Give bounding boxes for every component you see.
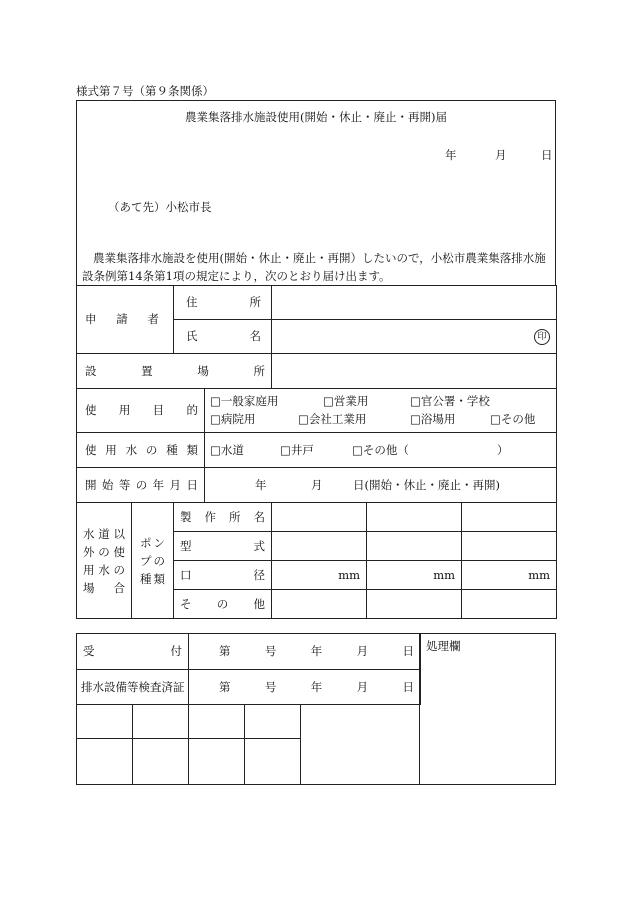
inspection-year: 年 (310, 679, 323, 694)
model-field-3[interactable] (462, 532, 557, 561)
bore-field-3[interactable] (462, 561, 557, 590)
approval-cell-3b[interactable] (189, 739, 245, 785)
other-label-cell: そ の 他 (174, 590, 272, 619)
water-type-label-cell: 使 用 水 の 種 類 (77, 433, 205, 468)
start-date-day-suffix: 日(開始・休止・廃止・再開) (353, 478, 500, 492)
inspection-no: 第 (219, 679, 231, 694)
applicant-label-cell: 申 請 者 (77, 286, 174, 354)
approval-cell-3a[interactable] (189, 705, 245, 739)
install-location-field[interactable] (272, 354, 557, 389)
date-month: 月 (495, 148, 507, 162)
application-table (76, 285, 557, 619)
bore-unit-1: mm (338, 567, 360, 582)
manufacturer-field-2[interactable] (367, 503, 462, 532)
inspection-go: 号 (264, 679, 277, 694)
other-field-3[interactable] (462, 590, 557, 619)
purpose-hospital-checkbox[interactable]: □病院用 (210, 411, 256, 426)
other-field-2[interactable] (367, 590, 462, 619)
body-text-line-2: 設条例第14条第1項の規定により，次のとおり届け出ます。 (82, 269, 391, 283)
form-header-box (76, 100, 556, 286)
purpose-company-industry-checkbox[interactable]: □会社工業用 (298, 411, 367, 426)
manufacturer-label-cell: 製 作 所 名 (174, 503, 272, 532)
water-tap-checkbox[interactable]: □水道 (210, 443, 244, 457)
reception-label-cell: 受 付 (77, 634, 189, 670)
form-title: 農業集落排水施設使用(開始・休止・廃止・再開)届 (185, 110, 447, 124)
start-date-month: 月 (311, 478, 323, 492)
purpose-options (205, 389, 557, 433)
purpose-business-checkbox[interactable]: □営業用 (323, 393, 369, 408)
water-other-close-paren: ） (497, 443, 509, 457)
model-field-1[interactable] (272, 532, 367, 561)
water-well-checkbox[interactable]: □井戸 (280, 443, 314, 457)
other-field-1[interactable] (272, 590, 367, 619)
inspection-day: 日 (402, 679, 414, 694)
name-field[interactable] (272, 320, 557, 354)
approval-cell-4a[interactable] (245, 705, 301, 739)
reception-day: 日 (402, 644, 414, 659)
bore-label-cell: 口 径 (174, 561, 272, 590)
bore-field-2[interactable] (367, 561, 462, 590)
processing-box[interactable] (419, 633, 556, 785)
processing-label: 処理欄 (426, 639, 461, 653)
inspection-label-cell: 排水設備等検査済証 (77, 670, 189, 705)
manufacturer-field-3[interactable] (462, 503, 557, 532)
model-field-2[interactable] (367, 532, 462, 561)
reception-no: 第 (219, 644, 231, 659)
purpose-label-cell: 使 用 目 的 (77, 389, 205, 433)
model-label-cell: 型 式 (174, 532, 272, 561)
form-number: 様式第７号（第９条関係） (76, 84, 214, 98)
reception-number-field[interactable] (189, 634, 421, 670)
water-type-options (205, 433, 557, 468)
purpose-household-checkbox[interactable]: □一般家庭用 (210, 393, 279, 408)
office-use-table (76, 633, 421, 785)
non-tap-label-cell: 水 道 以 外 の 使 用 水 の 場 合 (77, 503, 132, 619)
reception-year: 年 (310, 644, 323, 659)
install-location-label-cell: 設 置 場 所 (77, 354, 272, 389)
pump-type-label-cell: ポ ン プ の 種 類 (132, 503, 174, 619)
date-day: 日 (541, 148, 553, 162)
approval-cell-1a[interactable] (77, 705, 133, 739)
reception-go: 号 (264, 644, 277, 659)
addressee: （あて先）小松市長 (108, 200, 212, 214)
bore-unit-2: mm (433, 567, 455, 582)
approval-cell-2a[interactable] (133, 705, 189, 739)
address-field[interactable] (272, 286, 557, 320)
purpose-government-school-checkbox[interactable]: □官公署・学校 (410, 393, 490, 408)
purpose-bathhouse-checkbox[interactable]: □浴場用 (410, 411, 456, 426)
manufacturer-field-1[interactable] (272, 503, 367, 532)
date-year: 年 (445, 148, 457, 162)
approval-cell-4b[interactable] (245, 739, 301, 785)
body-text-line-1: 農業集落排水施設を使用(開始・休止・廃止・再開）したいので，小松市農業集落排水施 (93, 251, 546, 265)
address-label-cell: 住 所 (174, 286, 272, 320)
name-label-cell: 氏 名 (174, 320, 272, 354)
bore-unit-3: mm (528, 567, 551, 582)
purpose-other-checkbox[interactable]: □その他 (490, 411, 536, 426)
inspection-month: 月 (356, 679, 369, 694)
start-date-label-cell: 開 始 等 の 年 月 日 (77, 468, 205, 503)
approval-cell-2b[interactable] (133, 739, 189, 785)
bore-field-1[interactable] (272, 561, 367, 590)
water-other-checkbox[interactable]: □その他（ (352, 443, 409, 457)
reception-month: 月 (356, 644, 369, 659)
approval-cell-1b[interactable] (77, 739, 133, 785)
inspection-number-field[interactable] (189, 670, 421, 705)
start-date-field[interactable] (205, 468, 557, 503)
seal-icon: 印 (534, 329, 550, 345)
start-date-year: 年 (255, 478, 267, 492)
